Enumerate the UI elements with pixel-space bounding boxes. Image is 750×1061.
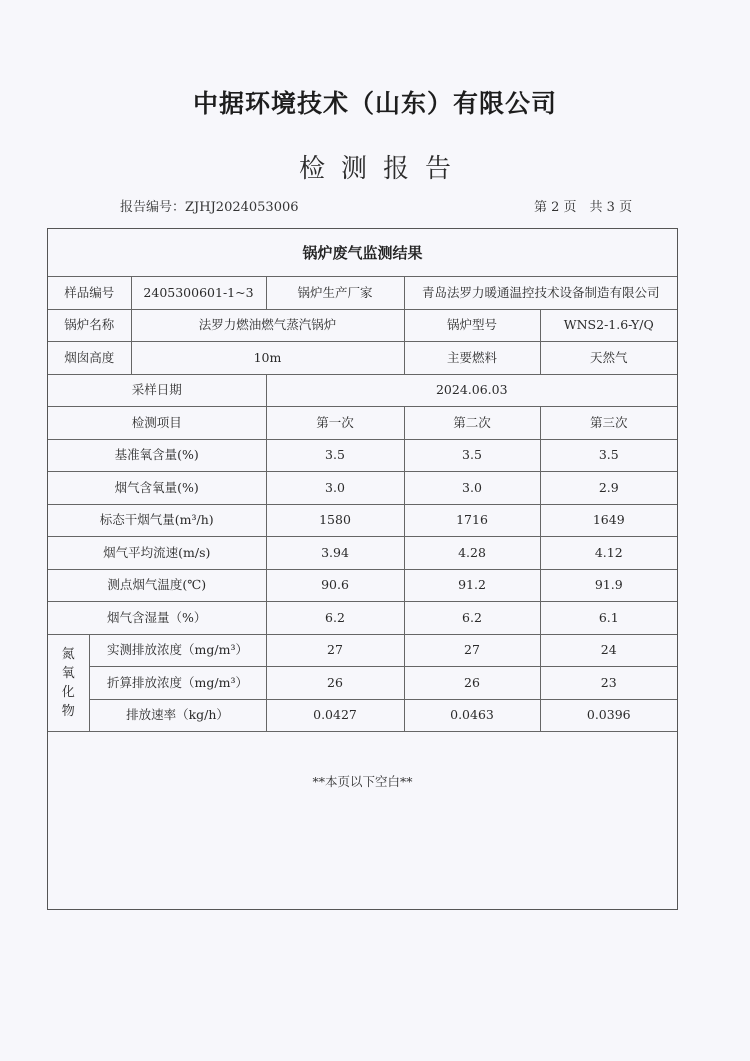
manufacturer-value: 青岛法罗力暖通温控技术设备制造有限公司 — [404, 277, 677, 310]
table-row — [48, 667, 677, 700]
table-row — [48, 504, 677, 537]
chimney-height-label: 烟囱高度 — [48, 342, 131, 375]
table-row — [48, 569, 677, 602]
table-row — [48, 634, 677, 667]
cell-value: 0.0427 — [266, 699, 404, 732]
row-label: 折算排放浓度（mg/m³） — [89, 667, 266, 700]
column-header-second: 第二次 — [404, 407, 540, 440]
cell-value: 1580 — [266, 504, 404, 537]
table-row — [48, 537, 677, 570]
sampling-date-label: 采样日期 — [48, 374, 266, 407]
table-row — [48, 472, 677, 505]
sampling-date-value: 2024.06.03 — [266, 374, 677, 407]
row-label: 烟气含湿量（%） — [48, 602, 266, 635]
sample-no-value: 2405300601-1~3 — [131, 277, 266, 310]
chimney-height-value: 10m — [131, 342, 404, 375]
company-name: 中据环境技术（山东）有限公司 — [192, 89, 557, 118]
column-header-third: 第三次 — [540, 407, 677, 440]
column-header-item: 检测项目 — [48, 407, 266, 440]
row-label: 基准氧含量(%) — [48, 439, 266, 472]
page-indicator: 第 2 页 共 3 页 — [534, 200, 633, 215]
cell-value: 3.0 — [404, 472, 540, 505]
document-title: 检测报告 — [298, 154, 467, 184]
cell-value: 27 — [266, 634, 404, 667]
cell-value: 1716 — [404, 504, 540, 537]
fuel-value: 天然气 — [540, 342, 677, 375]
cell-value: 23 — [540, 667, 677, 700]
fuel-label: 主要燃料 — [404, 342, 540, 375]
row-label: 测点烟气温度(℃) — [48, 569, 266, 602]
cell-value: 3.94 — [266, 537, 404, 570]
cell-value: 26 — [404, 667, 540, 700]
cell-value: 3.0 — [266, 472, 404, 505]
cell-value: 27 — [404, 634, 540, 667]
cell-value: 3.5 — [266, 439, 404, 472]
manufacturer-label: 锅炉生产厂家 — [266, 277, 404, 310]
boiler-name-label: 锅炉名称 — [48, 309, 131, 342]
row-label: 实测排放浓度（mg/m³） — [89, 634, 266, 667]
cell-value: 0.0396 — [540, 699, 677, 732]
cell-value: 4.12 — [540, 537, 677, 570]
row-label: 排放速率（kg/h） — [89, 699, 266, 732]
cell-value: 2.9 — [540, 472, 677, 505]
cell-value: 6.2 — [266, 602, 404, 635]
table-row — [48, 602, 677, 635]
cell-value: 6.2 — [404, 602, 540, 635]
cell-value: 26 — [266, 667, 404, 700]
boiler-model-label: 锅炉型号 — [404, 309, 540, 342]
results-table — [48, 229, 677, 732]
cell-value: 3.5 — [540, 439, 677, 472]
column-header-first: 第一次 — [266, 407, 404, 440]
cell-value: 4.28 — [404, 537, 540, 570]
row-label: 烟气平均流速(m/s) — [48, 537, 266, 570]
cell-value: 0.0463 — [404, 699, 540, 732]
cell-value: 1649 — [540, 504, 677, 537]
blank-page-note: **本页以下空白** — [312, 774, 413, 789]
report-number: 报告编号：ZJHJ2024053006 — [120, 200, 299, 215]
table-row — [48, 439, 677, 472]
cell-value: 3.5 — [404, 439, 540, 472]
row-label: 烟气含氧量(%) — [48, 472, 266, 505]
table-row — [48, 699, 677, 732]
table-title: 锅炉废气监测结果 — [48, 229, 677, 277]
boiler-model-value: WNS2-1.6-Y/Q — [540, 309, 677, 342]
cell-value: 90.6 — [266, 569, 404, 602]
nox-group-label: 氮 氧 化 物 — [48, 634, 89, 732]
boiler-name-value: 法罗力燃油燃气蒸汽锅炉 — [131, 309, 404, 342]
cell-value: 91.2 — [404, 569, 540, 602]
cell-value: 6.1 — [540, 602, 677, 635]
sample-no-label: 样品编号 — [48, 277, 131, 310]
row-label: 标态干烟气量(m³/h) — [48, 504, 266, 537]
cell-value: 24 — [540, 634, 677, 667]
cell-value: 91.9 — [540, 569, 677, 602]
